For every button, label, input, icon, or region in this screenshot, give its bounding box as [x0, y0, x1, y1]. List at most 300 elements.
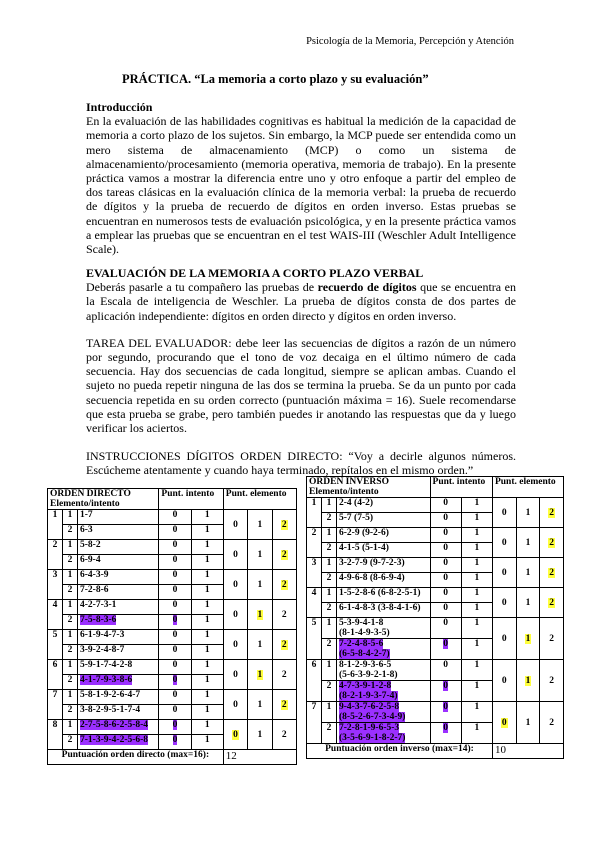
trial-score-0-value: 0	[172, 630, 178, 640]
trial-number: 1	[322, 498, 337, 513]
trial-number: 1	[63, 540, 78, 555]
element-score-0	[492, 618, 516, 660]
digit-sequence	[337, 543, 431, 558]
p1-text-end: que se encuentra en la Escala de inteligencia de Weschler. La prueba de dígitos consta de dos partes de aplicación independiente: dígitos en orden directo y dígitos en orden inverso.	[86, 280, 516, 323]
trial-score-0-value: 0	[172, 720, 178, 730]
element-score-value: 2	[281, 549, 287, 560]
element-score-0	[223, 600, 247, 630]
trial-score-0	[159, 585, 191, 600]
sequence-text: 1-5-2-8-6 (6-8-2-5-1)	[339, 588, 421, 598]
total-score: 10	[492, 744, 563, 759]
trial-score-0-value: 0	[172, 525, 178, 535]
element-score-value: 0	[233, 729, 238, 740]
p1-bold-text: recuerdo de dígitos	[317, 280, 417, 295]
element-score-1	[248, 570, 272, 600]
element-number: 2	[307, 528, 322, 558]
evaluator-task-paragraph: TAREA DEL EVALUADOR: debe leer las secuencias de dígitos a razón de un número por segundo, procurando que el tono de voz decaiga en el último número de cada secuencia. Hay dos secuencias de cada longitud, siempre se aplican ambas. Cuando el sujeto no pueda repetir ninguna de las dos se termina la prueba. Se da un punto por cada secuencia repetida en su orden correcto (puntuación máxima = 16). Suele recomendarse que esta prueba se grabe, pero también puedes ir anotando las respuestas que da y luego verificar los aciertos.	[86, 335, 516, 436]
intro-paragraph: En la evaluación de las habilidades cognitivas es habitual la medición de la capacidad de memoria a corto plazo de los sujetos. Sin embargo, la MCP puede ser entendida como un mero sistema de almacenamiento (MCP) o como un sistema de almacenamiento/procesamiento (memoria operativa, memoria de trabajo). En la presente práctica vamos a mostrar la diferencia entre uno y otro enfoque a partir del empleo de dos tareas clásicas en la evaluación clínica de la memoria verbal: la prueba de recuerdo de dígitos y la prueba de recuerdo de dígitos en orden inverso. Estas pruebas se encuentran en numerosos tests de evaluación psicológica, y en la presente práctica vamos a emplear las pruebas que se encuentran en el test WAIS-III (Weschler Adult Intelligence Scale).	[86, 114, 516, 257]
element-score-value: 2	[549, 537, 555, 548]
sequence-text: 8-1-2-9-3-6-5	[339, 660, 392, 670]
inverse-order-table	[306, 476, 564, 759]
table-row	[307, 558, 564, 573]
element-score-1	[248, 690, 272, 720]
sequence-text: 5-7 (7-5)	[339, 513, 374, 523]
element-score-2	[540, 660, 564, 702]
element-score-2	[540, 588, 564, 618]
sequence-text-inverse: (8-5-2-6-7-3-4-9)	[339, 712, 406, 722]
trial-score-1: 1	[191, 585, 223, 600]
trial-score-0	[159, 555, 191, 570]
element-score-2	[540, 618, 564, 660]
trial-score-0	[430, 603, 461, 618]
trial-score-1: 1	[191, 540, 223, 555]
trial-number: 2	[322, 573, 337, 588]
element-score-2	[272, 720, 296, 750]
trial-score-0	[159, 645, 191, 660]
table-row	[48, 510, 297, 525]
sequence-text: 7-2-4-8-5-6	[339, 639, 384, 649]
digit-sequence	[337, 603, 431, 618]
trial-score-1: 1	[191, 555, 223, 570]
table-row	[48, 660, 297, 675]
element-score-2	[272, 570, 296, 600]
element-score-value: 1	[525, 633, 531, 644]
element-score-1	[516, 498, 540, 528]
trial-score-0-value: 0	[443, 681, 448, 691]
trial-score-1: 1	[461, 528, 492, 543]
trial-score-0	[430, 513, 461, 528]
trial-score-0-value: 0	[172, 600, 178, 610]
sequence-text-inverse: (8-2-1-9-3-7-4)	[339, 691, 398, 701]
trial-number: 1	[63, 600, 78, 615]
sequence-text-inverse: (5-6-3-9-2-1-8)	[339, 670, 398, 680]
trial-score-0-value: 0	[172, 615, 178, 625]
digit-sequence	[78, 570, 159, 585]
element-score-value: 1	[525, 597, 531, 608]
element-score-value: 1	[257, 669, 263, 680]
sequence-text: 3-9-2-4-8-7	[80, 645, 125, 655]
table-row	[48, 720, 297, 735]
element-number: 5	[307, 618, 322, 660]
evaluation-heading: EVALUACIÓN DE LA MEMORIA A CORTO PLAZO VERBAL	[86, 266, 424, 280]
element-score-value: 1	[257, 639, 263, 650]
element-score-1	[248, 510, 272, 540]
sequence-text: 2-4 (4-2)	[339, 498, 374, 508]
trial-score-0-value: 0	[443, 603, 448, 613]
element-score-value: 2	[549, 567, 555, 578]
trial-score-1: 1	[191, 600, 223, 615]
element-score-2	[540, 498, 564, 528]
element-score-2	[272, 630, 296, 660]
element-score-0	[223, 570, 247, 600]
trial-score-1: 1	[461, 573, 492, 588]
element-score-value: 2	[549, 507, 555, 518]
element-number: 3	[48, 570, 63, 600]
trial-number: 1	[63, 690, 78, 705]
digit-sequence	[78, 600, 159, 615]
element-score-0	[492, 528, 516, 558]
sequence-text: 4-2-7-3-1	[80, 600, 117, 610]
sequence-text: 3-8-2-9-5-1-7-4	[80, 705, 141, 715]
element-score-2	[272, 540, 296, 570]
digit-sequence	[78, 720, 159, 735]
element-score-0	[223, 510, 247, 540]
element-score-value: 0	[501, 507, 507, 518]
trial-score-0	[430, 618, 461, 639]
table-row	[307, 498, 564, 513]
sequence-text: 2-7-5-8-6-2-5-8-4	[80, 720, 149, 730]
total-score: 12	[223, 750, 296, 765]
trial-number: 2	[322, 603, 337, 618]
table-row	[48, 600, 297, 615]
trial-score-0	[159, 705, 191, 720]
element-score-value: 0	[233, 639, 238, 650]
trial-number: 1	[63, 630, 78, 645]
trial-score-0-value: 0	[172, 555, 178, 565]
trial-number: 1	[322, 618, 337, 639]
header-title: ORDEN DIRECTO	[50, 489, 131, 499]
digit-sequence	[78, 585, 159, 600]
table-row	[307, 618, 564, 639]
trial-number: 1	[63, 660, 78, 675]
trial-score-0	[159, 735, 191, 750]
element-score-2	[540, 558, 564, 588]
evaluation-section	[86, 266, 516, 478]
trial-number: 2	[63, 645, 78, 660]
element-score-value: 1	[525, 537, 531, 548]
trial-number: 2	[63, 525, 78, 540]
element-score-value: 2	[281, 729, 287, 740]
trial-score-0	[430, 558, 461, 573]
trial-score-0-value: 0	[443, 558, 448, 568]
trial-score-1: 1	[191, 690, 223, 705]
header-punt-intento: Punt. intento	[159, 489, 223, 510]
table-row	[307, 702, 564, 723]
trial-number: 1	[63, 510, 78, 525]
digit-sequence	[78, 630, 159, 645]
element-score-0	[223, 690, 247, 720]
header-element-intento	[307, 477, 431, 498]
element-score-0	[492, 702, 516, 744]
trial-number: 1	[63, 570, 78, 585]
sequence-text: 4-9-6-8 (8-6-9-4)	[339, 573, 405, 583]
trial-score-0-value: 0	[443, 543, 448, 553]
element-score-value: 0	[233, 549, 238, 560]
element-score-value: 2	[549, 717, 555, 728]
digit-sequence	[78, 510, 159, 525]
digit-sequence	[337, 660, 431, 681]
element-number: 7	[48, 690, 63, 720]
sequence-text: 7-5-8-3-6	[80, 615, 117, 625]
evaluation-paragraph-1	[86, 280, 516, 323]
element-score-1	[516, 702, 540, 744]
trial-score-1: 1	[191, 720, 223, 735]
element-score-value: 1	[257, 519, 263, 530]
header-subtitle: Elemento/intento	[309, 487, 379, 497]
digit-sequence	[78, 675, 159, 690]
trial-score-1: 1	[191, 735, 223, 750]
trial-score-1: 1	[461, 702, 492, 723]
element-number: 1	[307, 498, 322, 528]
element-score-value: 1	[257, 699, 263, 710]
digit-sequence	[78, 540, 159, 555]
element-number: 2	[48, 540, 63, 570]
trial-score-1: 1	[191, 525, 223, 540]
trial-score-0-value: 0	[172, 510, 178, 520]
element-score-0	[223, 660, 247, 690]
digit-sequence	[337, 573, 431, 588]
footer-label: Puntuación orden inverso (max=14):	[307, 744, 493, 759]
sequence-text: 4-1-7-9-3-8-6	[80, 675, 133, 685]
trial-number: 1	[63, 720, 78, 735]
element-score-2	[272, 660, 296, 690]
element-number: 1	[48, 510, 63, 540]
sequence-text: 5-3-9-4-1-8	[339, 618, 384, 628]
digit-sequence	[337, 723, 431, 744]
trial-score-0-value: 0	[172, 690, 178, 700]
trial-score-0	[430, 681, 461, 702]
digit-sequence	[78, 660, 159, 675]
element-score-value: 0	[501, 717, 507, 728]
trial-score-0	[430, 528, 461, 543]
element-score-2	[540, 702, 564, 744]
sequence-text: 6-1-4-8-3 (3-8-4-1-6)	[339, 603, 421, 613]
element-score-1	[516, 588, 540, 618]
trial-score-1: 1	[191, 645, 223, 660]
trial-score-1: 1	[461, 513, 492, 528]
trial-number: 1	[322, 702, 337, 723]
trial-number: 2	[63, 615, 78, 630]
trial-score-0	[159, 660, 191, 675]
trial-number: 1	[322, 558, 337, 573]
digit-sequence	[337, 681, 431, 702]
element-score-value: 0	[501, 633, 507, 644]
trial-score-0	[430, 573, 461, 588]
sequence-text: 5-9-1-7-4-2-8	[80, 660, 133, 670]
element-number: 3	[307, 558, 322, 588]
trial-score-0-value: 0	[172, 585, 178, 595]
element-score-value: 1	[525, 567, 531, 578]
trial-score-0	[159, 510, 191, 525]
element-score-1	[248, 660, 272, 690]
trial-number: 2	[63, 585, 78, 600]
digit-sequence	[337, 498, 431, 513]
digit-sequence	[337, 618, 431, 639]
trial-score-0	[159, 720, 191, 735]
trial-number: 2	[63, 675, 78, 690]
trial-score-1: 1	[461, 681, 492, 702]
element-score-value: 1	[525, 675, 531, 686]
sequence-text: 3-2-7-9 (9-7-2-3)	[339, 558, 405, 568]
trial-score-0	[159, 600, 191, 615]
trial-score-1: 1	[191, 570, 223, 585]
trial-score-0-value: 0	[172, 735, 178, 745]
element-score-0	[223, 630, 247, 660]
trial-number: 1	[322, 588, 337, 603]
trial-score-1: 1	[191, 630, 223, 645]
sequence-text: 9-4-3-7-6-2-5-8	[339, 702, 400, 712]
element-score-1	[248, 720, 272, 750]
intro-section	[86, 100, 516, 256]
element-score-1	[516, 528, 540, 558]
element-score-2	[272, 690, 296, 720]
element-score-value: 2	[281, 639, 287, 650]
sequence-text: 7-2-8-6	[80, 585, 109, 595]
element-score-value: 0	[233, 699, 238, 710]
trial-number: 1	[322, 660, 337, 681]
element-score-value: 0	[501, 567, 507, 578]
trial-score-0-value: 0	[172, 675, 178, 685]
trial-score-0	[430, 660, 461, 681]
digit-sequence	[78, 705, 159, 720]
trial-score-1: 1	[191, 510, 223, 525]
trial-score-0	[430, 588, 461, 603]
trial-score-1: 1	[461, 603, 492, 618]
sequence-text: 6-9-4	[80, 555, 101, 565]
element-score-2	[272, 600, 296, 630]
trial-score-1: 1	[191, 615, 223, 630]
element-score-0	[492, 588, 516, 618]
trial-score-0-value: 0	[172, 660, 178, 670]
table-row	[307, 528, 564, 543]
element-score-value: 0	[233, 519, 238, 530]
element-number: 6	[48, 660, 63, 690]
header-subtitle: Elemento/intento	[50, 499, 120, 509]
table-row	[307, 660, 564, 681]
trial-score-1: 1	[191, 705, 223, 720]
trial-score-0-value: 0	[443, 639, 448, 649]
running-header: Psicología de la Memoria, Percepción y Atención	[306, 36, 514, 47]
trial-score-1: 1	[191, 675, 223, 690]
trial-number: 1	[322, 528, 337, 543]
element-number: 4	[307, 588, 322, 618]
element-score-value: 2	[549, 675, 555, 686]
table-row	[48, 540, 297, 555]
digit-sequence	[78, 555, 159, 570]
trial-score-0-value: 0	[443, 513, 448, 523]
trial-score-1: 1	[191, 660, 223, 675]
element-score-0	[223, 720, 247, 750]
table-row	[48, 570, 297, 585]
trial-number: 2	[322, 639, 337, 660]
trial-score-0-value: 0	[443, 618, 448, 628]
trial-score-0-value: 0	[172, 645, 178, 655]
trial-score-0-value: 0	[443, 702, 448, 712]
element-score-value: 0	[501, 597, 507, 608]
trial-number: 2	[322, 681, 337, 702]
digit-sequence	[78, 645, 159, 660]
element-score-0	[223, 540, 247, 570]
sequence-text: 6-2-9 (9-2-6)	[339, 528, 389, 538]
element-score-value: 1	[257, 729, 263, 740]
trial-number: 2	[63, 555, 78, 570]
trial-score-0	[159, 675, 191, 690]
sequence-text-inverse: (3-5-6-9-1-8-2-7)	[339, 733, 406, 743]
trial-score-0	[159, 630, 191, 645]
trial-score-1: 1	[461, 498, 492, 513]
element-score-value: 2	[281, 579, 287, 590]
trial-score-1: 1	[461, 543, 492, 558]
element-number: 4	[48, 600, 63, 630]
instructions-paragraph: INSTRUCCIONES DÍGITOS ORDEN DIRECTO: “Voy a decirle algunos números. Escúcheme atentamente y cuando haya terminado, repítalos en el mismo orden.”	[86, 449, 516, 478]
sequence-text: 6-4-3-9	[80, 570, 109, 580]
direct-order-table	[47, 488, 297, 765]
sequence-text: 6-3	[80, 525, 93, 535]
trial-score-0-value: 0	[172, 570, 178, 580]
trial-score-0	[159, 540, 191, 555]
element-score-value: 2	[549, 633, 555, 644]
trial-number: 2	[322, 723, 337, 744]
trial-number: 2	[63, 705, 78, 720]
sequence-text: 7-1-3-9-4-2-5-6-8	[80, 735, 149, 745]
trial-number: 2	[63, 735, 78, 750]
trial-score-1: 1	[461, 639, 492, 660]
digit-sequence	[337, 528, 431, 543]
sequence-text: 4-1-5 (5-1-4)	[339, 543, 389, 553]
element-score-1	[516, 558, 540, 588]
trial-score-0	[159, 690, 191, 705]
trial-score-0	[430, 702, 461, 723]
element-score-0	[492, 660, 516, 702]
trial-score-0	[430, 639, 461, 660]
digit-sequence	[337, 513, 431, 528]
element-score-value: 1	[257, 579, 263, 590]
trial-score-0	[159, 615, 191, 630]
table-row	[307, 588, 564, 603]
header-punt-elemento: Punt. elemento	[492, 477, 563, 498]
digit-sequence	[337, 639, 431, 660]
table-header-row	[48, 489, 297, 510]
element-score-0	[492, 498, 516, 528]
element-score-value: 0	[233, 579, 238, 590]
trial-score-0	[159, 525, 191, 540]
element-score-value: 1	[257, 609, 263, 620]
sequence-text: 6-1-9-4-7-3	[80, 630, 125, 640]
element-score-1	[248, 630, 272, 660]
trial-score-1: 1	[461, 723, 492, 744]
trial-score-0-value: 0	[172, 540, 178, 550]
element-number: 6	[307, 660, 322, 702]
intro-heading: Introducción	[86, 100, 153, 114]
header-punt-intento: Punt. intento	[430, 477, 492, 498]
element-score-value: 0	[501, 537, 507, 548]
document-title: PRÁCTICA. “La memoria a corto plazo y su evaluación”	[122, 72, 429, 86]
element-score-1	[248, 540, 272, 570]
table-row	[48, 630, 297, 645]
element-score-1	[516, 660, 540, 702]
element-score-value: 2	[281, 669, 287, 680]
trial-score-0-value: 0	[443, 573, 448, 583]
sequence-text: 5-8-2	[80, 540, 101, 550]
digit-sequence	[78, 525, 159, 540]
sequence-text-inverse: (8-1-4-9-3-5)	[339, 628, 390, 638]
digit-sequence	[337, 588, 431, 603]
header-punt-elemento: Punt. elemento	[223, 489, 296, 510]
footer-label: Puntuación orden directo (max=16):	[48, 750, 224, 765]
digit-sequence	[337, 558, 431, 573]
sequence-text: 1-7	[80, 510, 93, 520]
p1-text: Deberás pasarle a tu compañero las pruebas de	[86, 280, 318, 295]
trial-score-0	[159, 570, 191, 585]
element-score-value: 0	[233, 609, 238, 620]
element-score-2	[272, 510, 296, 540]
element-score-value: 1	[525, 507, 531, 518]
sequence-text: 4-7-3-9-1-2-8	[339, 681, 392, 691]
trial-score-0-value: 0	[443, 528, 448, 538]
header-element-intento	[48, 489, 159, 510]
trial-score-0	[430, 498, 461, 513]
table-row	[48, 690, 297, 705]
